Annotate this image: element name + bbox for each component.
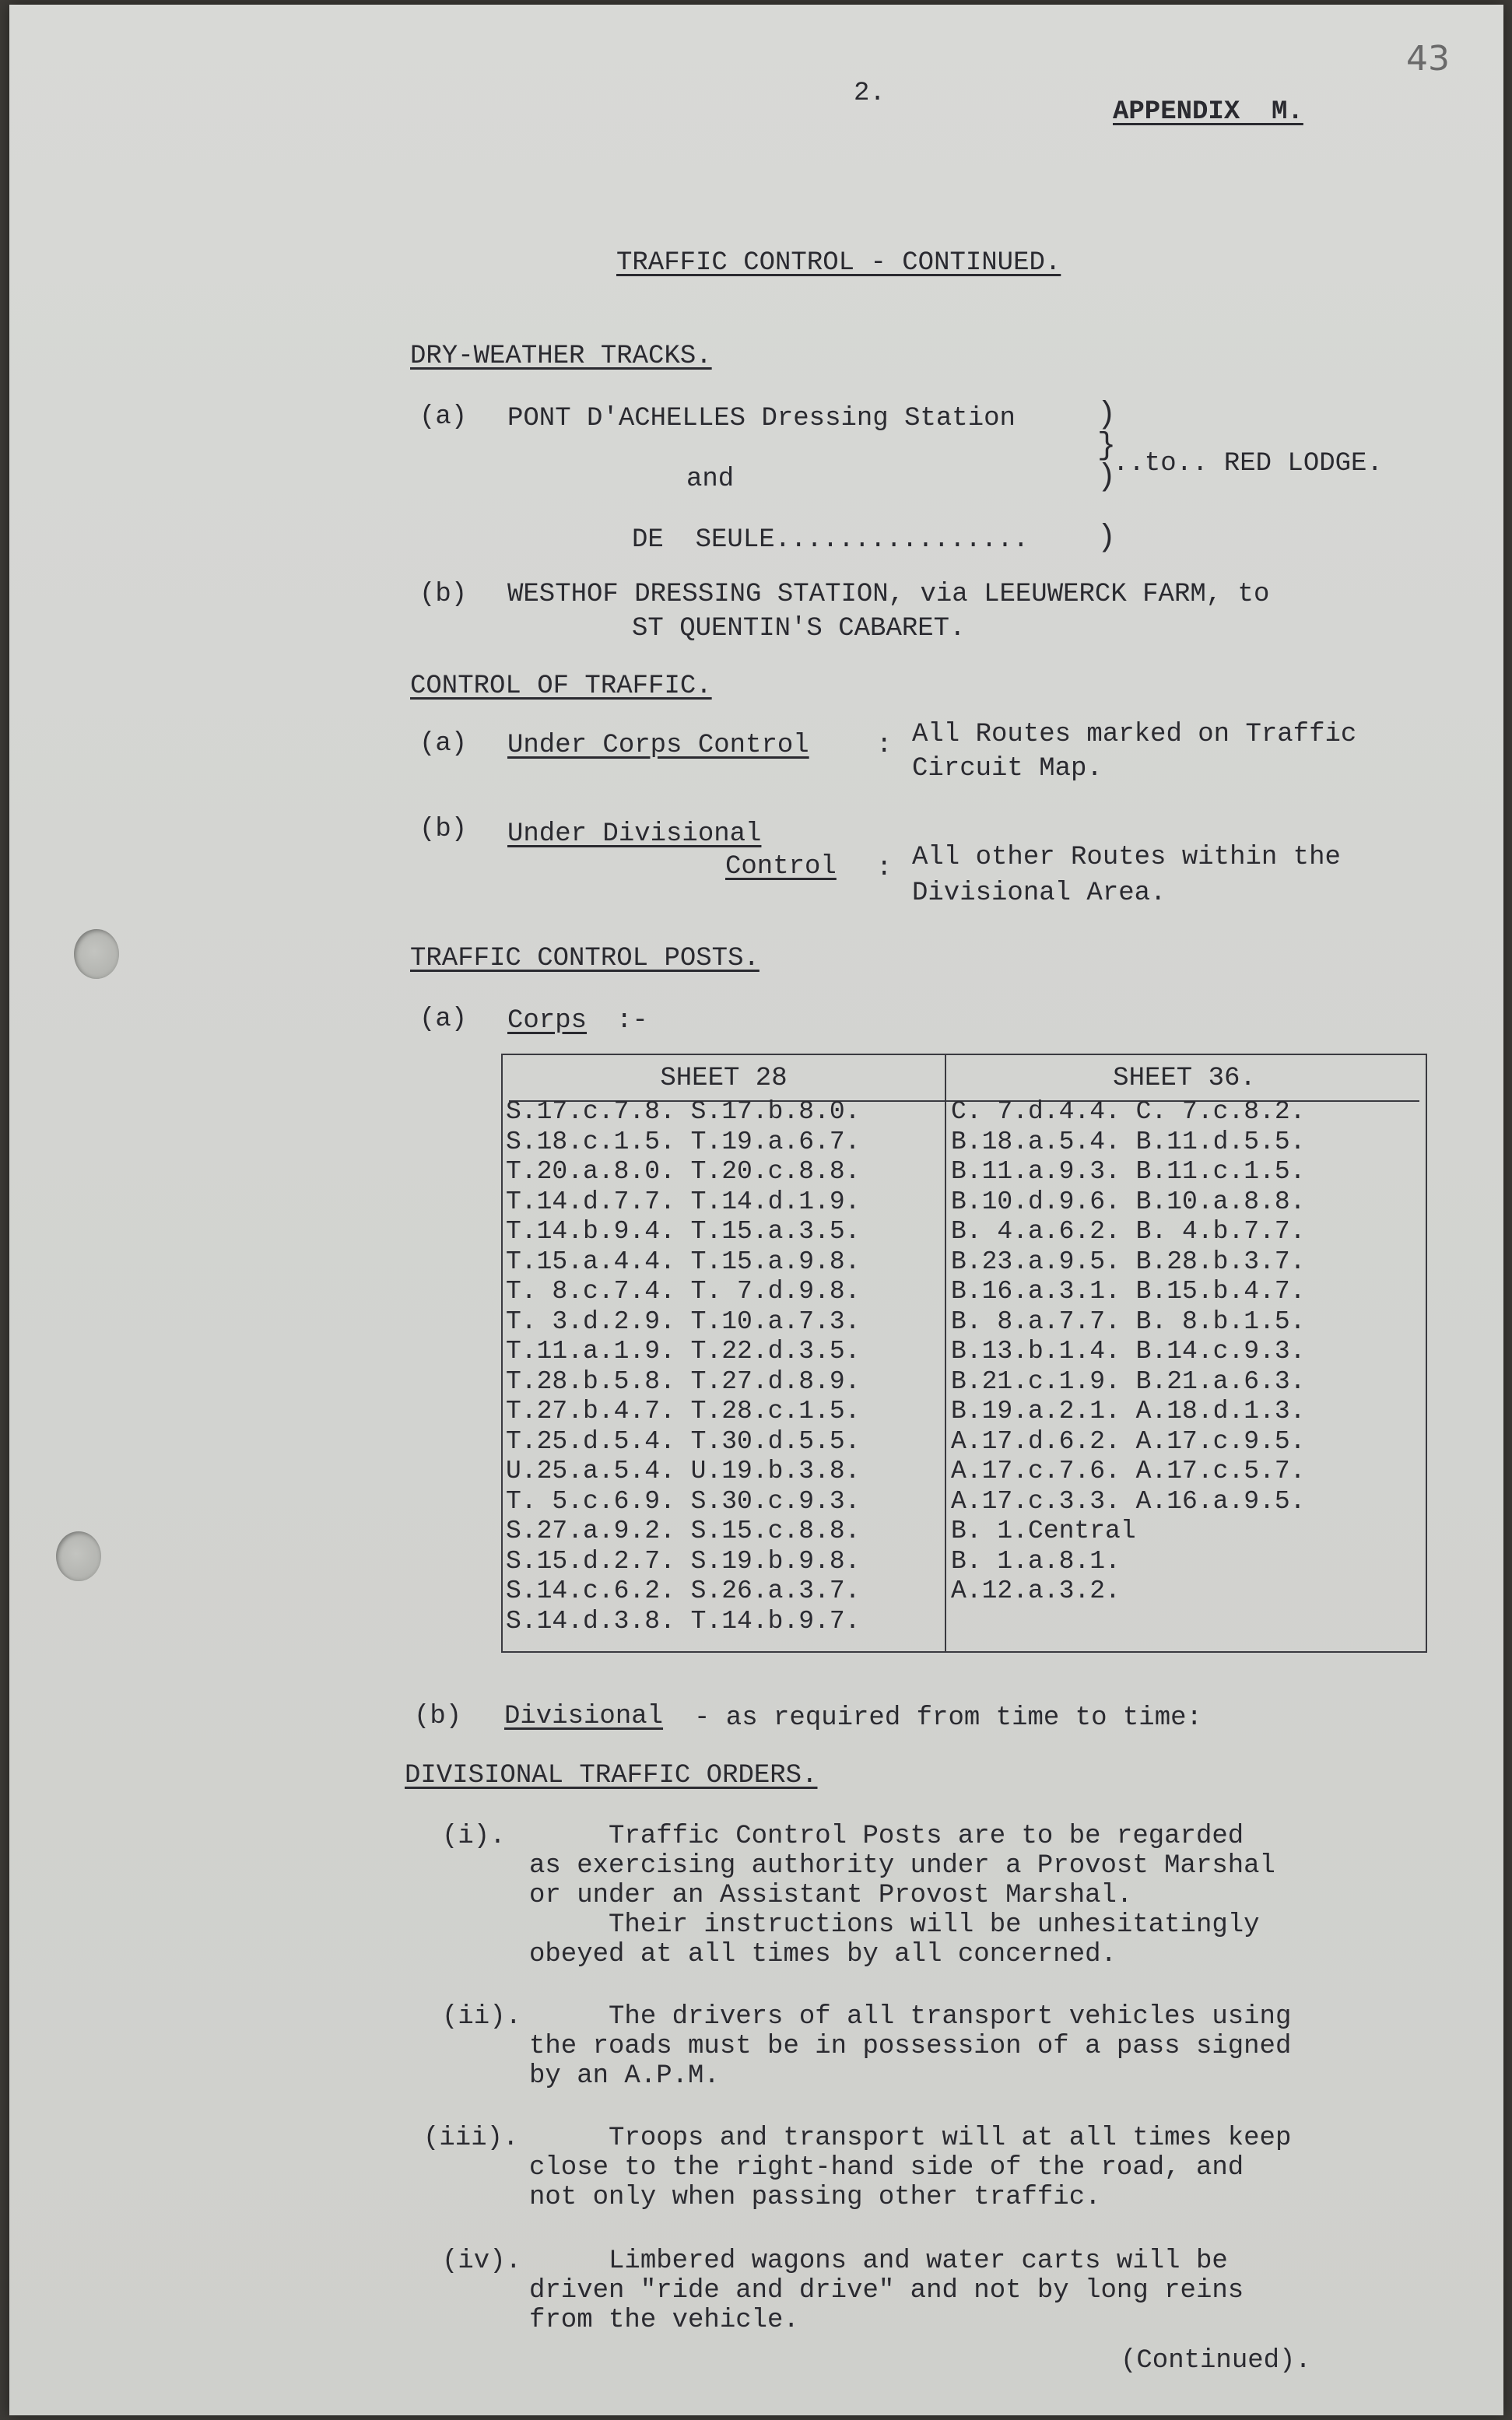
punch-hole xyxy=(74,929,119,979)
dry-a-line3: DE SEULE................ xyxy=(632,525,1030,555)
control-posts-table xyxy=(501,1054,1427,1653)
grid-reference-row: T.11.a.1.9. T.22.d.3.5. xyxy=(506,1337,861,1366)
order-line: close to the right-hand side of the road, and xyxy=(529,2153,1244,2183)
grid-reference-row: B.10.d.9.6. B.10.a.8.8. xyxy=(951,1187,1306,1216)
folio-number: 43 xyxy=(1406,39,1450,79)
grid-reference-row: U.25.a.5.4. U.19.b.3.8. xyxy=(506,1457,861,1485)
grid-reference-row: T.15.a.4.4. T.15.a.9.8. xyxy=(506,1247,861,1276)
dry-b-line2: ST QUENTIN'S CABARET. xyxy=(632,614,966,644)
grid-reference-row: S.18.c.1.5. T.19.a.6.7. xyxy=(506,1127,861,1156)
appendix-label: APPENDIX M. xyxy=(1113,97,1303,127)
order-number: (ii). xyxy=(442,2002,522,2032)
grid-reference-row: B.21.c.1.9. B.21.a.6.3. xyxy=(951,1366,1306,1396)
dry-b-label: (b) xyxy=(419,580,468,609)
orders-heading: DIVISIONAL TRAFFIC ORDERS. xyxy=(405,1761,818,1790)
order-number: (iv). xyxy=(442,2246,522,2276)
grid-reference-row: B.19.a.2.1. A.18.d.1.3. xyxy=(951,1397,1306,1426)
control-heading: CONTROL OF TRAFFIC. xyxy=(410,672,712,701)
grid-reference-row: C. 7.d.4.4. C. 7.c.8.2. xyxy=(951,1097,1306,1126)
posts-a-suffix: :- xyxy=(616,1006,648,1036)
control-a-key: Under Corps Control xyxy=(507,731,809,760)
grid-reference-row: A.12.a.3.2. xyxy=(951,1577,1121,1605)
grid-reference-row: S.14.c.6.2. S.26.a.3.7. xyxy=(506,1577,861,1605)
grid-reference-row: B.16.a.3.1. B.15.b.4.7. xyxy=(951,1277,1306,1306)
dry-a-and: and xyxy=(686,465,735,494)
sheet-28-title: SHEET 28 xyxy=(660,1064,788,1093)
grid-reference-row: B. 4.a.6.2. B. 4.b.7.7. xyxy=(951,1217,1306,1246)
grid-reference-row: S.14.d.3.8. T.14.b.9.7. xyxy=(506,1606,861,1636)
control-b-key2: Control xyxy=(725,852,837,882)
grid-reference-row: A.17.c.7.6. A.17.c.5.7. xyxy=(951,1457,1306,1485)
table-divider xyxy=(945,1055,946,1651)
grid-reference-row: S.15.d.2.7. S.19.b.9.8. xyxy=(506,1546,861,1576)
grid-reference-row: B.23.a.9.5. B.28.b.3.7. xyxy=(951,1247,1306,1276)
grid-reference-row: B.13.b.1.4. B.14.c.9.3. xyxy=(951,1337,1306,1366)
control-a-value2: Circuit Map. xyxy=(912,754,1103,784)
brace-mid: } xyxy=(1097,429,1117,464)
posts-heading: TRAFFIC CONTROL POSTS. xyxy=(410,944,760,973)
grid-reference-row: B. 1.a.8.1. xyxy=(951,1546,1121,1576)
dry-weather-heading: DRY-WEATHER TRACKS. xyxy=(410,342,712,371)
page-title: TRAFFIC CONTROL - CONTINUED. xyxy=(616,248,1061,278)
dry-b-line1: WESTHOF DRESSING STATION, via LEEUWERCK FARM, to xyxy=(507,580,1270,609)
order-line: as exercising authority under a Provost Marshal xyxy=(529,1851,1275,1881)
posts-a-label: (a) xyxy=(419,1005,468,1034)
grid-reference-row: T.20.a.8.0. T.20.c.8.8. xyxy=(506,1157,861,1186)
order-line: Their instructions will be unhesitatingly xyxy=(529,1910,1260,1940)
control-b-value1: All other Routes within the xyxy=(912,843,1341,872)
continued-note: (Continued). xyxy=(1121,2346,1311,2376)
dry-a-line1: PONT D'ACHELLES Dressing Station xyxy=(507,404,1016,433)
order-line: Troops and transport will at all times keep xyxy=(529,2124,1292,2153)
order-line: from the vehicle. xyxy=(529,2306,799,2335)
sheet-28-column xyxy=(506,1060,942,1636)
grid-reference-row: T. 3.d.2.9. T.10.a.7.3. xyxy=(506,1306,861,1336)
brace-mid2: ) xyxy=(1097,460,1117,495)
posts-b-key: Divisional xyxy=(504,1702,664,1731)
grid-reference-row: B.18.a.5.4. B.11.d.5.5. xyxy=(951,1127,1306,1156)
control-b-colon: : xyxy=(876,854,893,883)
order-line: not only when passing other traffic. xyxy=(529,2183,1101,2212)
order-number: (i). xyxy=(442,1822,506,1851)
grid-reference-row: S.27.a.9.2. S.15.c.8.8. xyxy=(506,1517,861,1545)
sheet-36-column xyxy=(951,1060,1418,1607)
order-line: driven "ride and drive" and not by long reins xyxy=(529,2276,1244,2306)
brace-top: ) xyxy=(1097,398,1117,433)
grid-reference-row: A.17.c.3.3. A.16.a.9.5. xyxy=(951,1486,1306,1516)
order-line: or under an Assistant Provost Marshal. xyxy=(529,1881,1133,1910)
order-line: Limbered wagons and water carts will be xyxy=(529,2246,1228,2276)
grid-reference-row: T.28.b.5.8. T.27.d.8.9. xyxy=(506,1366,861,1396)
order-line: obeyed at all times by all concerned. xyxy=(529,1940,1117,1969)
document-page xyxy=(9,5,1503,2415)
grid-reference-row: S.17.c.7.8. S.17.b.8.0. xyxy=(506,1097,861,1126)
order-line: the roads must be in possession of a pass signed xyxy=(529,2032,1292,2061)
posts-b-text: - as required from time to time: xyxy=(694,1703,1202,1733)
control-a-value1: All Routes marked on Traffic xyxy=(912,720,1357,749)
posts-a-text: Corps xyxy=(507,1006,588,1036)
grid-reference-row: B.11.a.9.3. B.11.c.1.5. xyxy=(951,1157,1306,1186)
grid-reference-row: T.14.b.9.4. T.15.a.3.5. xyxy=(506,1217,861,1246)
grid-reference-row: A.17.d.6.2. A.17.c.9.5. xyxy=(951,1426,1306,1456)
grid-reference-row: T.14.d.7.7. T.14.d.1.9. xyxy=(506,1187,861,1216)
page-number: 2. xyxy=(854,79,886,108)
control-a-label: (a) xyxy=(419,729,468,759)
order-line: Traffic Control Posts are to be regarded xyxy=(529,1822,1244,1851)
dry-a-label: (a) xyxy=(419,402,468,432)
grid-reference-row: B. 8.a.7.7. B. 8.b.1.5. xyxy=(951,1306,1306,1336)
order-line: by an A.P.M. xyxy=(529,2061,720,2091)
order-line: The drivers of all transport vehicles using xyxy=(529,2002,1292,2032)
grid-reference-row: T. 5.c.6.9. S.30.c.9.3. xyxy=(506,1486,861,1516)
posts-b-label: (b) xyxy=(414,1702,462,1731)
control-b-label: (b) xyxy=(419,815,468,844)
grid-reference-row: T.25.d.5.4. T.30.d.5.5. xyxy=(506,1426,861,1456)
control-b-key1: Under Divisional xyxy=(507,819,762,849)
grid-reference-row: T.27.b.4.7. T.28.c.1.5. xyxy=(506,1397,861,1426)
grid-reference-row: B. 1.Central xyxy=(951,1517,1136,1545)
order-number: (iii). xyxy=(423,2124,519,2153)
dry-a-destination: ..to.. RED LODGE. xyxy=(1113,449,1383,479)
sheet-36-title: SHEET 36. xyxy=(1113,1064,1256,1093)
punch-hole xyxy=(56,1531,101,1581)
control-a-colon: : xyxy=(876,731,893,760)
brace-bottom: ) xyxy=(1097,521,1117,556)
grid-reference-row: T. 8.c.7.4. T. 7.d.9.8. xyxy=(506,1277,861,1306)
control-b-value2: Divisional Area. xyxy=(912,879,1166,908)
